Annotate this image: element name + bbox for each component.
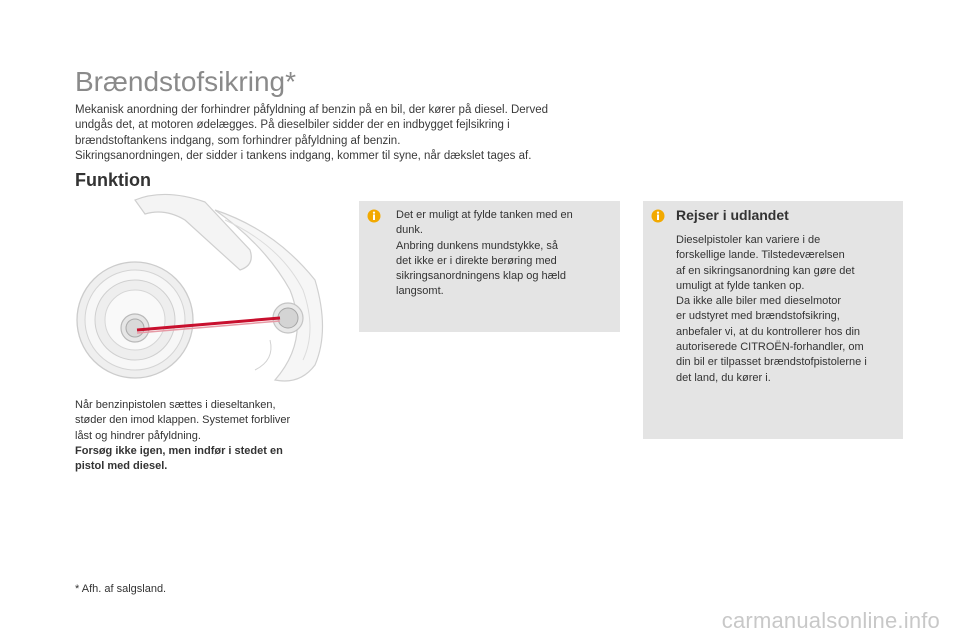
info-box-dunk (359, 201, 620, 332)
caption-line: Når benzinpistolen sættes i dieseltanken, (75, 399, 276, 411)
section-heading-funktion: Funktion (75, 170, 151, 190)
fuel-filler-illustration (75, 190, 345, 390)
info-line: det ikke er i direkte berøring med (396, 254, 557, 267)
info-line: Anbring dunkens mundstykke, så (396, 239, 559, 252)
info-line: af en sikringsanordning kan gøre det (676, 264, 855, 277)
caption-warning-line: pistol med diesel. (75, 460, 168, 473)
info-line: Det er muligt at fylde tanken med en (396, 209, 573, 221)
info-icon (651, 209, 665, 223)
intro-line: brændstoftankens indgang, som forhindrer påfyldning af benzin. (75, 134, 401, 147)
info-box-heading: Rejser i udlandet (676, 207, 789, 223)
intro-text (75, 103, 605, 165)
caption-line: låst og hindrer påfyldning. (75, 429, 201, 442)
caption-warning-line: Forsøg ikke igen, men indfør i stedet en (75, 444, 283, 457)
info-line: din bil er tilpasset brændstofpistolerne i (676, 356, 867, 369)
info-icon (367, 209, 381, 223)
info-line: forskellige lande. Tilstedeværelsen (676, 249, 845, 262)
info-line: Dieselpistoler kan variere i de (676, 234, 821, 246)
info-box-text (676, 233, 894, 386)
info-line: er udstyret med brændstofsikring, (676, 310, 840, 323)
info-line: dunk. (396, 224, 423, 237)
info-box-text (396, 208, 606, 300)
watermark: carmanualsonline.info (721, 608, 940, 633)
footnote: * Afh. af salgsland. (75, 583, 167, 595)
info-line: Da ikke alle biler med dieselmotor (676, 295, 842, 308)
info-line: det land, du kører i. (676, 371, 771, 384)
info-line: autoriserede CITROËN-forhandler, om (676, 341, 864, 354)
intro-line: Mekanisk anordning der forhindrer påfyldning af benzin på en bil, der kører på diesel. Derved (75, 104, 549, 116)
figure-caption (75, 398, 325, 474)
info-line: langsomt. (396, 285, 444, 298)
page-title: Brændstofsikring* (75, 66, 296, 97)
caption-line: støder den imod klappen. Systemet forbliver (75, 414, 291, 427)
info-line: umuligt at fylde tanken op. (676, 279, 805, 292)
info-line: sikringsanordningens klap og hæld (396, 270, 566, 283)
info-box-travel (643, 201, 903, 439)
intro-line: Sikringsanordningen, der sidder i tankens indgang, kommer til syne, når dækslet tages af. (75, 150, 532, 163)
info-line: anbefaler vi, at du kontrollerer hos din (676, 325, 861, 338)
intro-line: undgås det, at motoren ødelægges. På dieselbiler sidder der en indbygget fejlsikring i (75, 119, 510, 132)
